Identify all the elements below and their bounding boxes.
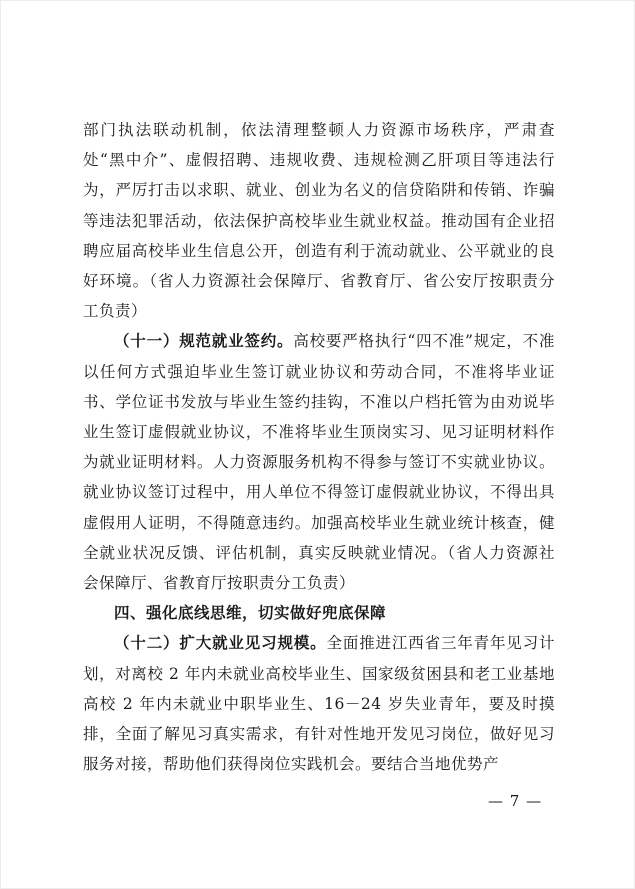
paragraph-section-11 xyxy=(83,326,555,598)
section-heading-4: 四、强化底线思维，切实做好兜底保障 xyxy=(114,604,387,623)
section-11-body: 高校要严格执行“四不准”规定，不准以任何方式强迫毕业生签订就业协议和劳动合同，不准将毕业证书、学位证书发放与毕业生签约挂钩，不准以户档托管为由劝说毕业生签订虚假就业协议，不准将毕业生顶岗实习、见习证明材料作为就业证明材料。人力资源服务机构不得参与签订不实就业协议。就业协议签订过程中，用人单位不得签订虚假就业协议，不得出具虚假用人证明，不得随意违约。加强高校毕业生就业统计核查，健全就业状况反馈、评估机制，真实反映就业情况。（省人力资源社会保障厅、省教育厅按职责分工负责） xyxy=(83,332,555,593)
section-12-title: （十二）扩大就业见习规模。 xyxy=(114,634,327,653)
page-number: — 7 — xyxy=(488,792,543,810)
paragraph-continued: 部门执法联动机制，依法清理整顿人力资源市场秩序，严肃查处“黑中介”、虚假招聘、违规收费、违规检测乙肝项目等违法行为，严厉打击以求职、就业、创业为名义的信贷陷阱和传销、诈骗等违法犯罪活动，依法保护高校毕业生就业权益。推动国有企业招聘应届高校毕业生信息公开，创造有利于流动就业、公平就业的良好环境。（省人力资源社会保障厅、省教育厅、省公安厅按职责分工负责） xyxy=(83,121,555,321)
section-12-body: 全面推进江西省三年青年见习计划，对离校 2 年内未就业高校毕业生、国家级贫困县和老工业基地高校 2 年内未就业中职毕业生、16－24 岁失业青年，要及时摸排，全面了解见习真实需求，有针对性地开发见习岗位，做好见习服务对接，帮助他们获得岗位实践机会。要结合当地优势产 xyxy=(83,634,555,774)
section-11-title: （十一）规范就业签约。 xyxy=(114,332,294,351)
paragraph-section-12 xyxy=(83,628,555,779)
document-body xyxy=(83,115,555,779)
